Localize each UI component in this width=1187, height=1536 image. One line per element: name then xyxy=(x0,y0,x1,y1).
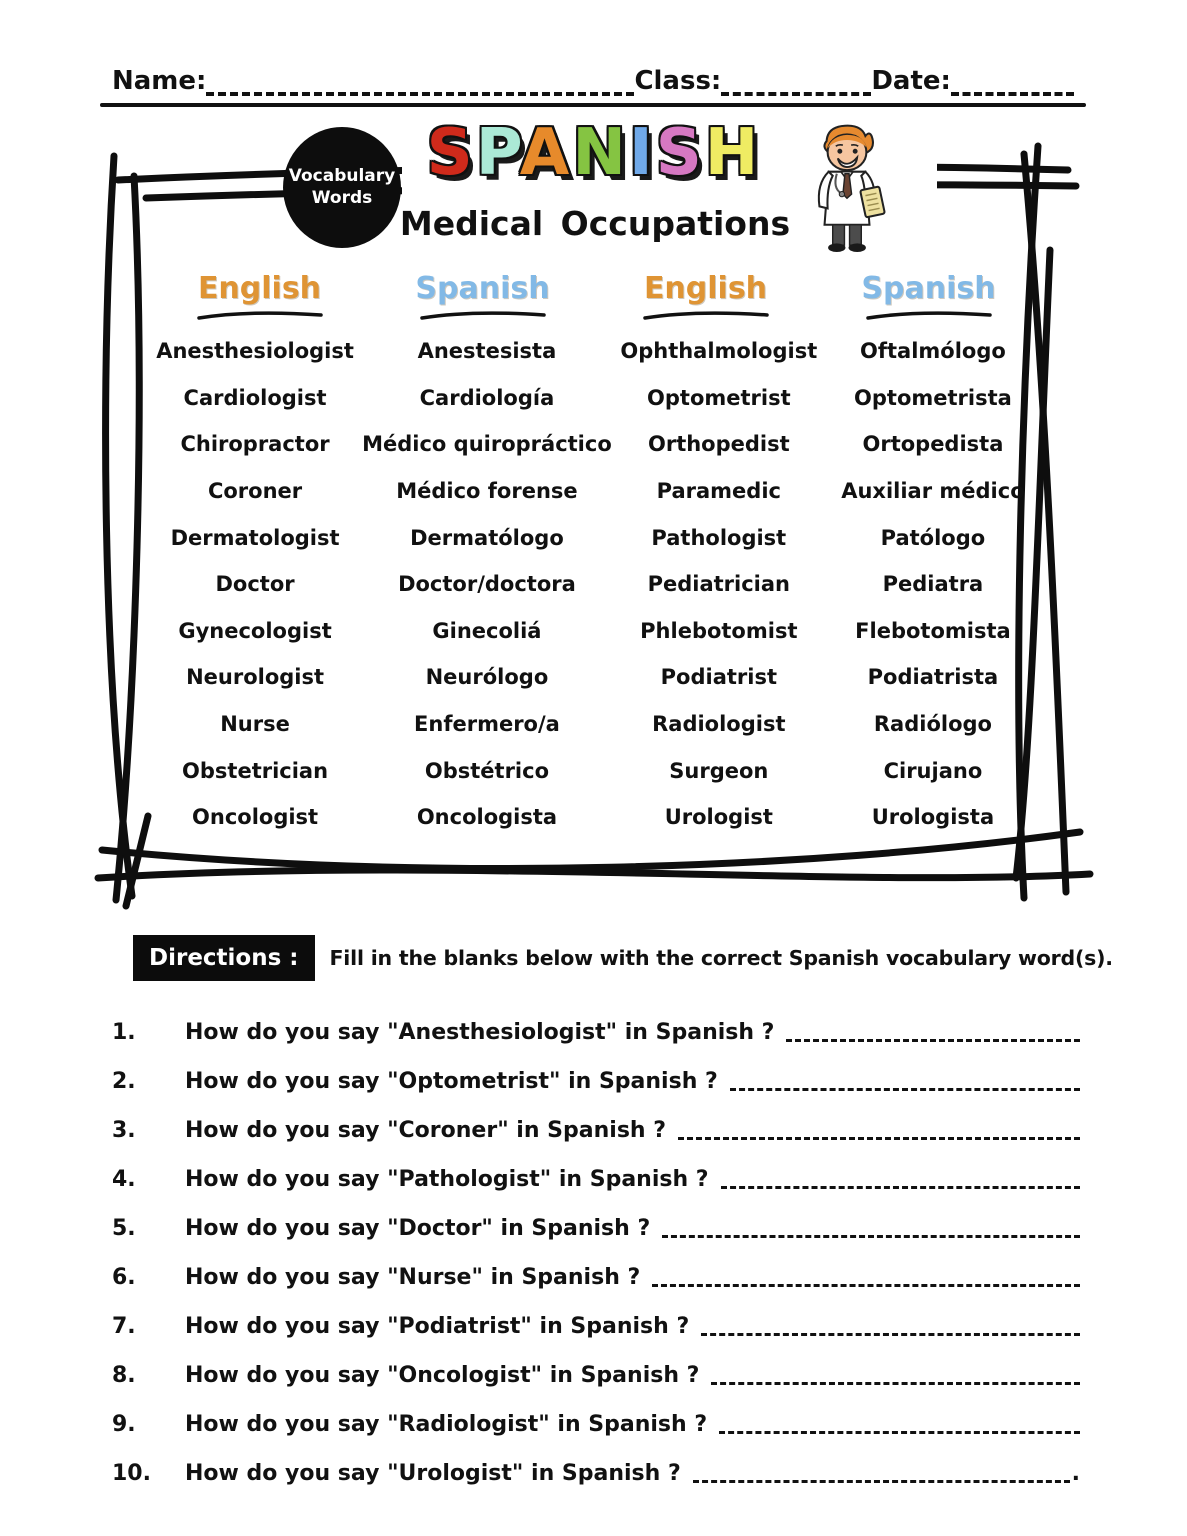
column-header-spanish-2 xyxy=(817,272,1040,322)
vocab-word: Optometrist xyxy=(647,385,791,410)
directions-text: Fill in the blanks below with the correct Spanish vocabulary word(s). xyxy=(329,946,1113,970)
question-text: How do you say "Pathologist" in Spanish ? xyxy=(185,1167,709,1192)
answer-blank xyxy=(719,1415,1080,1435)
vocab-column-headers xyxy=(148,272,1040,322)
title-letter: H xyxy=(704,116,762,190)
question-number: 7. xyxy=(112,1314,136,1339)
vocab-word: Neurologist xyxy=(186,665,325,690)
question-number: 6. xyxy=(112,1265,136,1290)
column-header-english-2 xyxy=(594,272,817,322)
vocab-word: Obstétrico xyxy=(424,758,549,783)
title-letter: S xyxy=(426,116,476,190)
questions-list xyxy=(112,1008,1080,1498)
title-letter: I xyxy=(628,116,656,190)
question-row xyxy=(112,1400,1080,1449)
class-label: Class: xyxy=(634,66,722,96)
vocab-word: Anesthesiologist xyxy=(156,339,354,364)
vocab-word: Podiatrist xyxy=(660,665,777,690)
vocab-word: Oncologista xyxy=(416,805,558,830)
vocab-word: Cirujano xyxy=(883,758,983,783)
badge-line2: Words xyxy=(311,187,373,208)
question-text: How do you say "Coroner" in Spanish ? xyxy=(185,1118,666,1143)
vocab-word: Urologista xyxy=(871,805,995,830)
vocab-grid xyxy=(148,328,1040,841)
underline-swoosh-icon xyxy=(640,308,772,322)
vocab-word: Oncologist xyxy=(192,805,319,830)
column-header-label: English xyxy=(643,271,768,306)
column-header-label: Spanish xyxy=(415,271,550,306)
title-letter: P xyxy=(475,116,520,190)
vocab-word: Dermatólogo xyxy=(410,525,564,550)
question-row xyxy=(112,1155,1080,1204)
date-label: Date: xyxy=(871,66,951,96)
question-number: 10. xyxy=(112,1461,151,1486)
date-blank xyxy=(951,69,1074,96)
answer-blank xyxy=(701,1317,1080,1337)
vocab-word: Ophthalmologist xyxy=(620,339,818,364)
title-letter: A xyxy=(519,116,573,190)
vocab-word: Chiropractor xyxy=(180,432,330,457)
vocab-word: Pediatrician xyxy=(647,572,791,597)
answer-blank xyxy=(693,1464,1070,1484)
question-row xyxy=(112,1204,1080,1253)
directions-label: Directions : xyxy=(133,935,315,981)
column-header-label: English xyxy=(197,271,322,306)
question-row xyxy=(112,1057,1080,1106)
vocab-word: Doctor xyxy=(215,572,295,597)
vocab-word: Enfermero/a xyxy=(414,712,560,737)
question-number: 2. xyxy=(112,1069,136,1094)
doctor-cartoon-icon xyxy=(798,120,896,256)
question-number: 5. xyxy=(112,1216,136,1241)
question-text: How do you say "Urologist" in Spanish ? xyxy=(185,1461,681,1486)
vocab-word: Ortopedista xyxy=(862,432,1004,457)
header-divider xyxy=(100,103,1086,107)
vocab-word: Paramedic xyxy=(656,479,781,504)
question-suffix: . xyxy=(1071,1461,1080,1486)
vocab-word: Pathologist xyxy=(651,525,787,550)
question-number: 3. xyxy=(112,1118,136,1143)
question-row xyxy=(112,1253,1080,1302)
question-text: How do you say "Nurse" in Spanish ? xyxy=(185,1265,641,1290)
question-row xyxy=(112,1106,1080,1155)
vocab-word: Doctor/doctora xyxy=(398,572,576,597)
question-text: How do you say "Radiologist" in Spanish ? xyxy=(185,1412,708,1437)
spanish-title xyxy=(418,116,770,190)
question-row xyxy=(112,1008,1080,1057)
vocab-word: Auxiliar médico xyxy=(841,479,1025,504)
question-text: How do you say "Optometrist" in Spanish ? xyxy=(185,1069,718,1094)
question-row xyxy=(112,1302,1080,1351)
question-text: How do you say "Doctor" in Spanish ? xyxy=(185,1216,651,1241)
vocab-word: Cardiología xyxy=(419,385,555,410)
vocab-word: Radiologist xyxy=(652,712,786,737)
vocab-word: Médico quiropráctico xyxy=(362,432,612,457)
vocab-word: Médico forense xyxy=(396,479,578,504)
vocab-word: Neurólogo xyxy=(425,665,549,690)
vocab-word: Anestesista xyxy=(417,339,557,364)
vocab-word: Surgeon xyxy=(669,758,769,783)
question-text: How do you say "Podiatrist" in Spanish ? xyxy=(185,1314,690,1339)
title-letter: N xyxy=(572,116,629,190)
underline-swoosh-icon xyxy=(417,308,549,322)
question-number: 1. xyxy=(112,1020,136,1045)
vocab-word: Pediatra xyxy=(882,572,984,597)
vocab-word: Optometrista xyxy=(854,385,1012,410)
directions-bar xyxy=(133,935,1113,981)
vocab-table xyxy=(148,272,1040,841)
vocabulary-words-badge xyxy=(283,127,401,248)
underline-swoosh-icon xyxy=(194,308,326,322)
vocab-word: Urologist xyxy=(664,805,773,830)
class-blank xyxy=(721,69,871,96)
vocab-word: Ginecoliá xyxy=(432,618,542,643)
vocab-word: Podiatrista xyxy=(867,665,999,690)
question-row xyxy=(112,1351,1080,1400)
vocab-word: Dermatologist xyxy=(170,525,340,550)
answer-blank xyxy=(786,1023,1080,1043)
question-number: 9. xyxy=(112,1412,136,1437)
vocab-word: Obstetrician xyxy=(182,758,329,783)
question-number: 8. xyxy=(112,1363,136,1388)
answer-blank xyxy=(730,1072,1080,1092)
vocab-word: Oftalmólogo xyxy=(860,339,1006,364)
column-header-label: Spanish xyxy=(861,271,996,306)
question-number: 4. xyxy=(112,1167,136,1192)
column-header-spanish-1 xyxy=(371,272,594,322)
vocab-word: Cardiologist xyxy=(183,385,327,410)
vocab-word: Nurse xyxy=(220,712,290,737)
question-row xyxy=(112,1449,1080,1498)
answer-blank xyxy=(678,1121,1080,1141)
name-label: Name: xyxy=(112,66,207,96)
answer-blank xyxy=(711,1366,1080,1386)
worksheet-subtitle: Medical Occupations xyxy=(399,204,791,243)
underline-swoosh-icon xyxy=(863,308,995,322)
vocab-word: Gynecologist xyxy=(178,618,332,643)
answer-blank xyxy=(652,1268,1080,1288)
vocab-word: Flebotomista xyxy=(855,618,1011,643)
title-letter: S xyxy=(655,116,705,190)
vocab-word: Coroner xyxy=(207,479,303,504)
badge-line1: Vocabulary xyxy=(288,166,396,187)
vocab-word: Radiólogo xyxy=(873,712,992,737)
answer-blank xyxy=(662,1219,1080,1239)
answer-blank xyxy=(721,1170,1080,1190)
column-header-english-1 xyxy=(148,272,371,322)
vocab-word: Patólogo xyxy=(880,525,986,550)
question-text: How do you say "Oncologist" in Spanish ? xyxy=(185,1363,700,1388)
vocab-word: Orthopedist xyxy=(647,432,790,457)
name-blank xyxy=(206,69,634,96)
vocab-word: Phlebotomist xyxy=(640,618,798,643)
student-info-line xyxy=(112,66,1074,96)
question-text: How do you say "Anesthesiologist" in Spanish ? xyxy=(185,1020,775,1045)
